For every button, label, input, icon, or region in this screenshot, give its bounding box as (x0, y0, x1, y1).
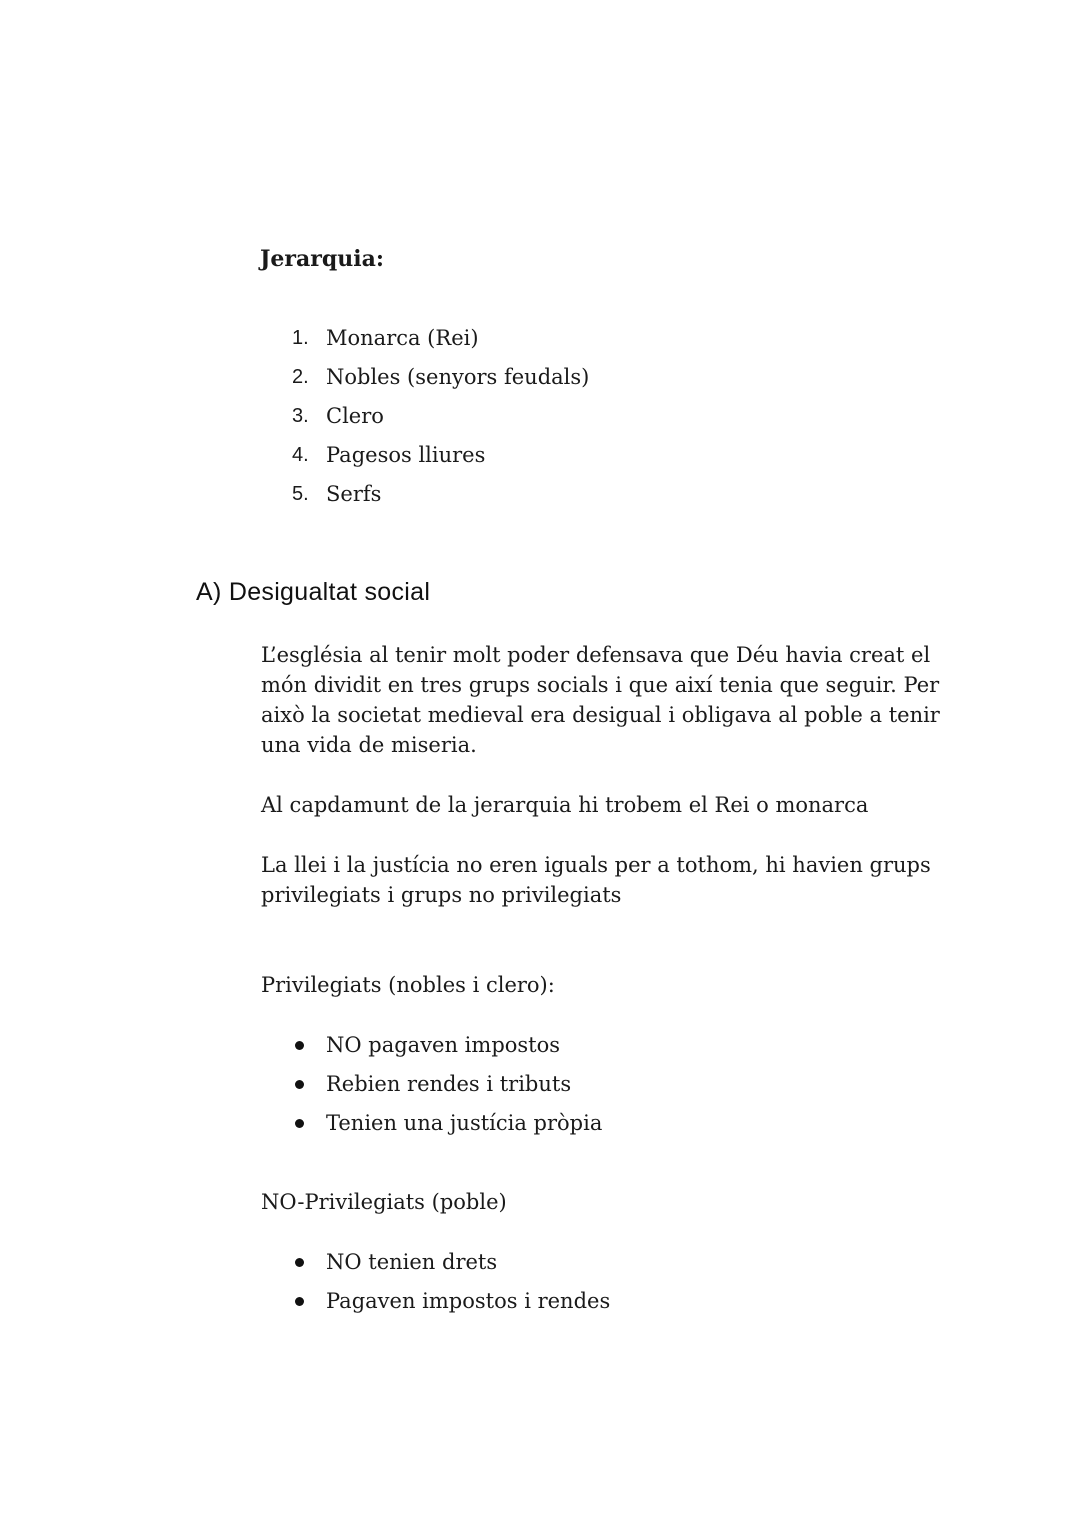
list-item (0, 363, 1080, 391)
hierarchy-title: Jerarquia: (260, 246, 384, 272)
list-number: 4. (292, 444, 309, 466)
list-item (0, 1031, 1080, 1059)
list-item (0, 1287, 1080, 1315)
list-label: Clero (326, 404, 384, 428)
list-label: NO pagaven impostos (326, 1033, 561, 1057)
bullet-icon (295, 1119, 304, 1128)
list-label: Tenien una justícia pròpia (326, 1111, 603, 1135)
list-item (0, 441, 1080, 469)
privileged-title: Privilegiats (nobles i clero): (261, 973, 555, 997)
list-number: 1. (292, 327, 309, 349)
list-label: NO tenien drets (326, 1250, 498, 1274)
paragraph-law: La llei i la justícia no eren iguals per a tothom, hi havien grups privilegiats i grups no privilegiats (261, 853, 931, 907)
list-label: Rebien rendes i tributs (326, 1072, 572, 1096)
list-number: 3. (292, 405, 309, 427)
list-item (0, 324, 1080, 352)
list-item (0, 1109, 1080, 1137)
list-item (0, 402, 1080, 430)
list-number: 2. (292, 366, 309, 388)
paragraph-church: L’església al tenir molt poder defensava que Déu havia creat el món dividit en tres grups socials i que així tenia que seguir. Per això la societat medieval era desigual i obligava al poble a tenir una vida de miseria. (261, 643, 940, 757)
section-heading: A) Desigualtat social (196, 578, 431, 606)
list-label: Pagesos lliures (326, 443, 486, 467)
list-label: Pagaven impostos i rendes (326, 1289, 611, 1313)
bullet-icon (295, 1258, 304, 1267)
list-item (0, 480, 1080, 508)
bullet-icon (295, 1297, 304, 1306)
list-label: Monarca (Rei) (326, 326, 479, 350)
list-item (0, 1070, 1080, 1098)
list-label: Serfs (326, 482, 382, 506)
bullet-icon (295, 1080, 304, 1089)
paragraph-king: Al capdamunt de la jerarquia hi trobem el Rei o monarca (261, 793, 869, 817)
list-item (0, 1248, 1080, 1276)
list-label: Nobles (senyors feudals) (326, 365, 590, 389)
non-privileged-title: NO-Privilegiats (poble) (261, 1190, 507, 1214)
bullet-icon (295, 1041, 304, 1050)
list-number: 5. (292, 483, 309, 505)
